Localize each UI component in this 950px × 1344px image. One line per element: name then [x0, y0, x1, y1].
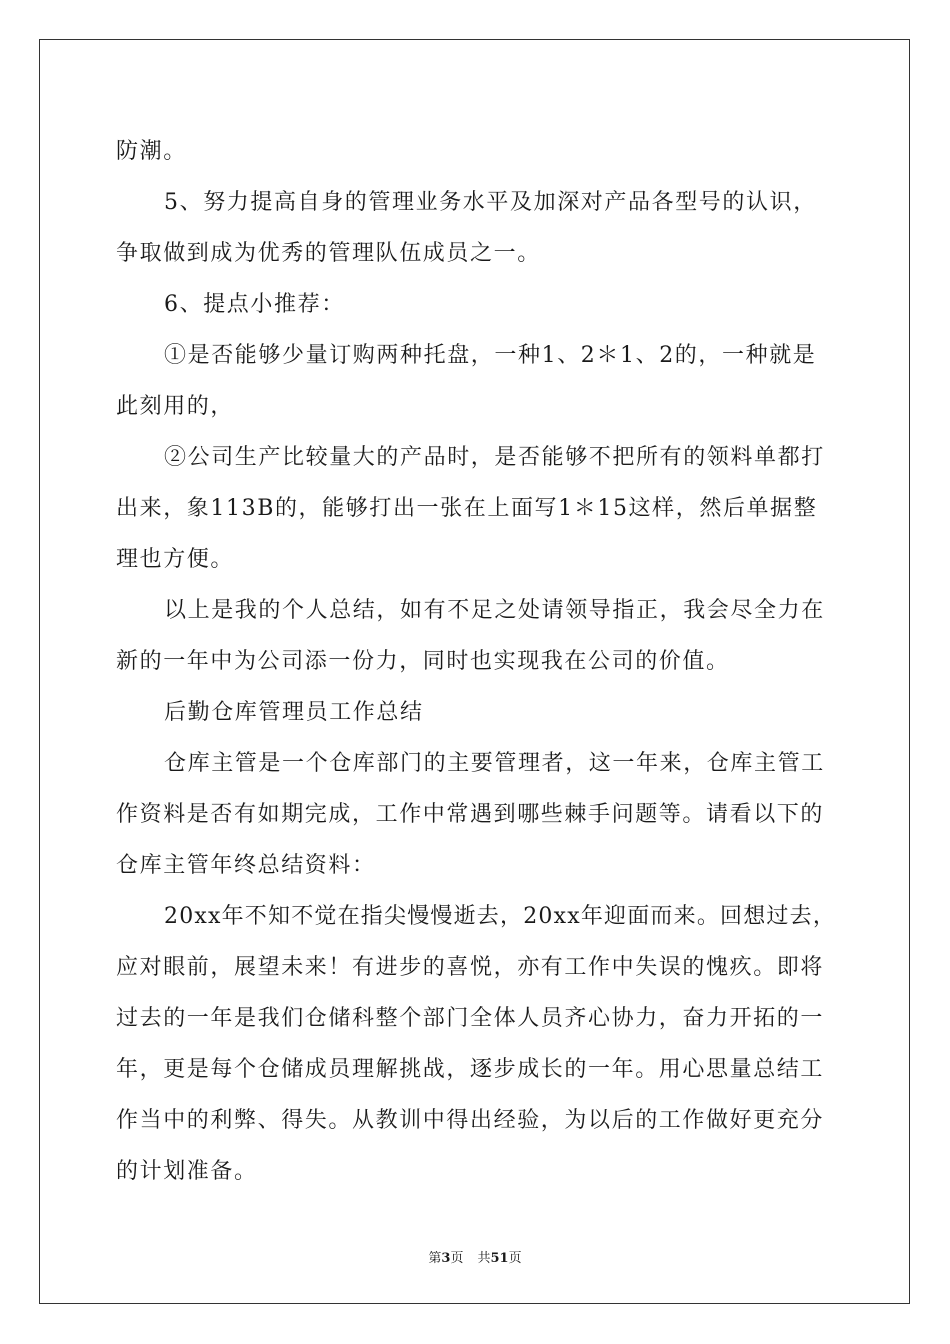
text-line: 过去的一年是我们仓储科整个部门全体人员齐心协力，奋力开拓的一 — [116, 1006, 825, 1031]
total-prefix: 共 — [477, 1251, 491, 1266]
section-heading: 后勤仓库管理员工作总结 — [164, 700, 424, 725]
text-line: 6、提点小推荐： — [164, 292, 345, 317]
text-line: 此刻用的， — [116, 394, 235, 419]
text-line: ②公司生产比较量大的产品时，是否能够不把所有的领料单都打 — [164, 445, 825, 470]
total-suffix: 页 — [508, 1251, 522, 1266]
text-line: 出来，象113B的，能够打出一张在上面写1＊15这样，然后单据整 — [116, 496, 818, 521]
text-line: 年，更是每个仓储成员理解挑战，逐步成长的一年。用心思量总结工 — [116, 1057, 825, 1082]
text-line: 作当中的利弊、得失。从教训中得出经验，为以后的工作做好更充分 — [116, 1108, 825, 1133]
page-number: 3 — [441, 1251, 451, 1266]
text-line: 作资料是否有如期完成，工作中常遇到哪些棘手问题等。请看以下的 — [116, 802, 825, 827]
document-body — [116, 126, 838, 1197]
text-line: 争取做到成为优秀的管理队伍成员之一。 — [116, 241, 541, 266]
page-prefix: 第 — [428, 1251, 442, 1266]
page-suffix: 页 — [450, 1251, 464, 1266]
text-line: 理也方便。 — [116, 547, 235, 572]
text-line: 防潮。 — [116, 139, 187, 164]
text-line: 仓库主管是一个仓库部门的主要管理者，这一年来，仓库主管工 — [164, 751, 825, 776]
page-footer — [0, 1247, 950, 1266]
text-line: 20xx年不知不觉在指尖慢慢逝去，20xx年迎面而来。回想过去， — [164, 904, 837, 929]
text-line: 新的一年中为公司添一份力，同时也实现我在公司的价值。 — [116, 649, 730, 674]
text-line: 以上是我的个人总结，如有不足之处请领导指正，我会尽全力在 — [164, 598, 825, 623]
text-line: 应对眼前，展望未来！有进步的喜悦，亦有工作中失误的愧疚。即将 — [116, 955, 825, 980]
text-line: ①是否能够少量订购两种托盘，一种1、2＊1、2的，一种就是 — [164, 343, 817, 368]
text-line: 的计划准备。 — [116, 1159, 258, 1184]
total-pages: 51 — [490, 1251, 509, 1266]
text-line: 仓库主管年终总结资料： — [116, 853, 376, 878]
text-line: 5、努力提高自身的管理业务水平及加深对产品各型号的认识， — [164, 190, 817, 215]
